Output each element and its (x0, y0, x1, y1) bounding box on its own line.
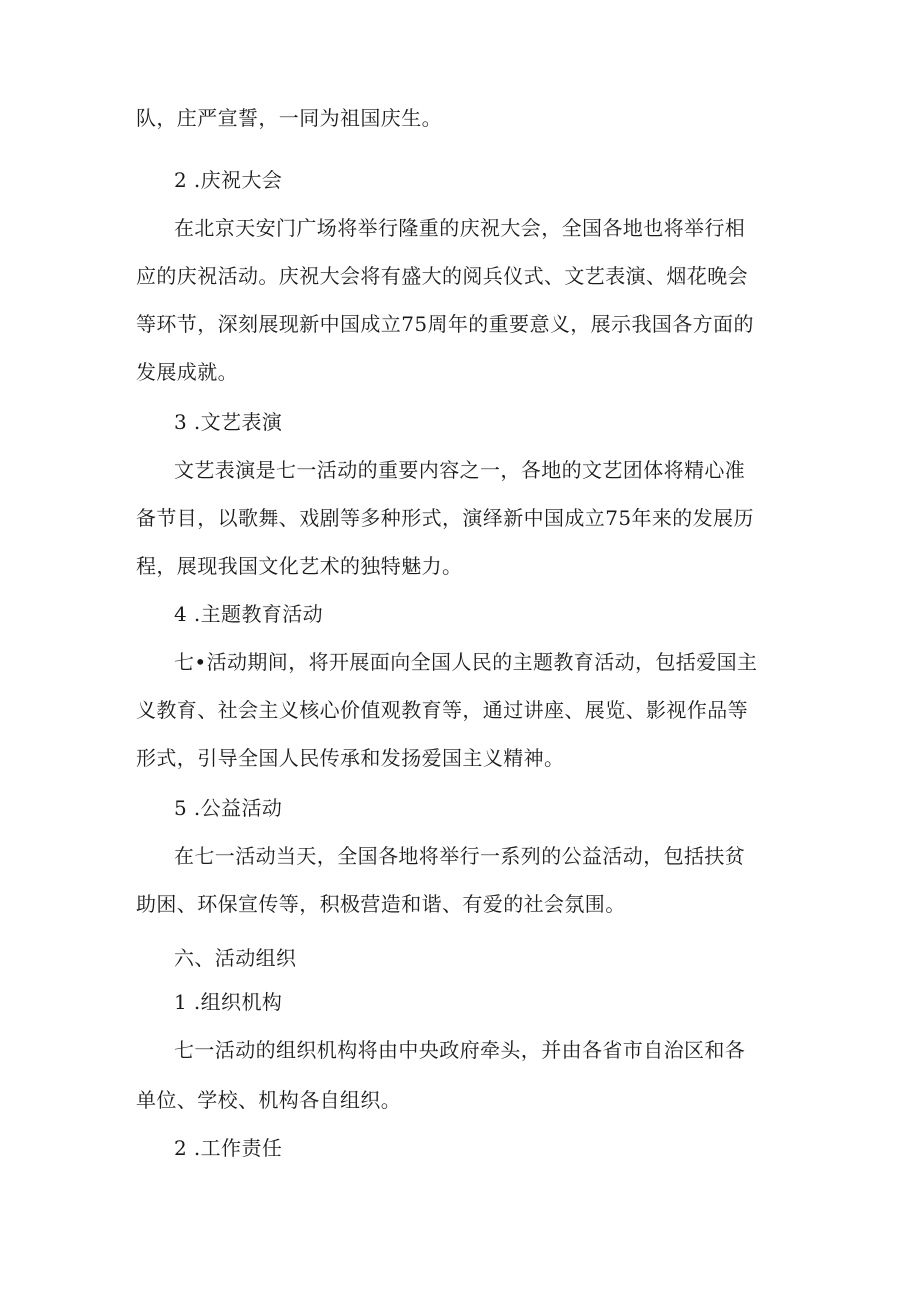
section-heading: 2 .庆祝大会 (174, 168, 283, 192)
paragraph-line: 队，庄严宣誓，一同为祖国庆生。 (136, 106, 442, 130)
section-heading: 六、活动组织 (174, 946, 297, 970)
section-heading: 3 .文艺表演 (174, 410, 283, 434)
paragraph-line: 备节目，以歌舞、戏剧等多种形式，演绎新中国成立75年来的发展历 (136, 506, 754, 530)
section-heading: 2 .工作责任 (174, 1136, 283, 1160)
paragraph-line: 等环节，深刻展现新中国成立75周年的重要意义，展示我国各方面的 (136, 312, 754, 336)
section-heading: 4 .主题教育活动 (174, 602, 324, 626)
paragraph-line: 单位、学校、机构各自组织。 (136, 1088, 402, 1112)
paragraph-line: 发展成就。 (136, 360, 238, 384)
paragraph-line: 七一活动的组织机构将由中央政府牵头，并由各省市自治区和各 (174, 1038, 746, 1062)
paragraph-line: 七•活动期间，将开展面向全国人民的主题教育活动，包括爱国主 (174, 650, 758, 674)
paragraph-line: 形式，引导全国人民传承和发扬爱国主义精神。 (136, 746, 565, 770)
paragraph-line: 应的庆祝活动。庆祝大会将有盛大的阅兵仪式、文艺表演、烟花晚会 (136, 264, 748, 288)
paragraph-line: 助困、环保宣传等，积极营造和谐、有爱的社会氛围。 (136, 892, 626, 916)
paragraph-line: 文艺表演是七一活动的重要内容之一，各地的文艺团体将精心准 (174, 458, 746, 482)
paragraph-line: 义教育、社会主义核心价值观教育等，通过讲座、展览、影视作品等 (136, 698, 748, 722)
section-heading: 5 .公益活动 (174, 796, 283, 820)
paragraph-line: 在北京天安门广场将举行隆重的庆祝大会，全国各地也将举行相 (174, 216, 746, 240)
section-heading: 1 .组织机构 (174, 990, 283, 1014)
paragraph-line: 程，展现我国文化艺术的独特魅力。 (136, 554, 463, 578)
paragraph-line: 在七一活动当天，全国各地将举行一系列的公益活动，包括扶贫 (174, 844, 746, 868)
